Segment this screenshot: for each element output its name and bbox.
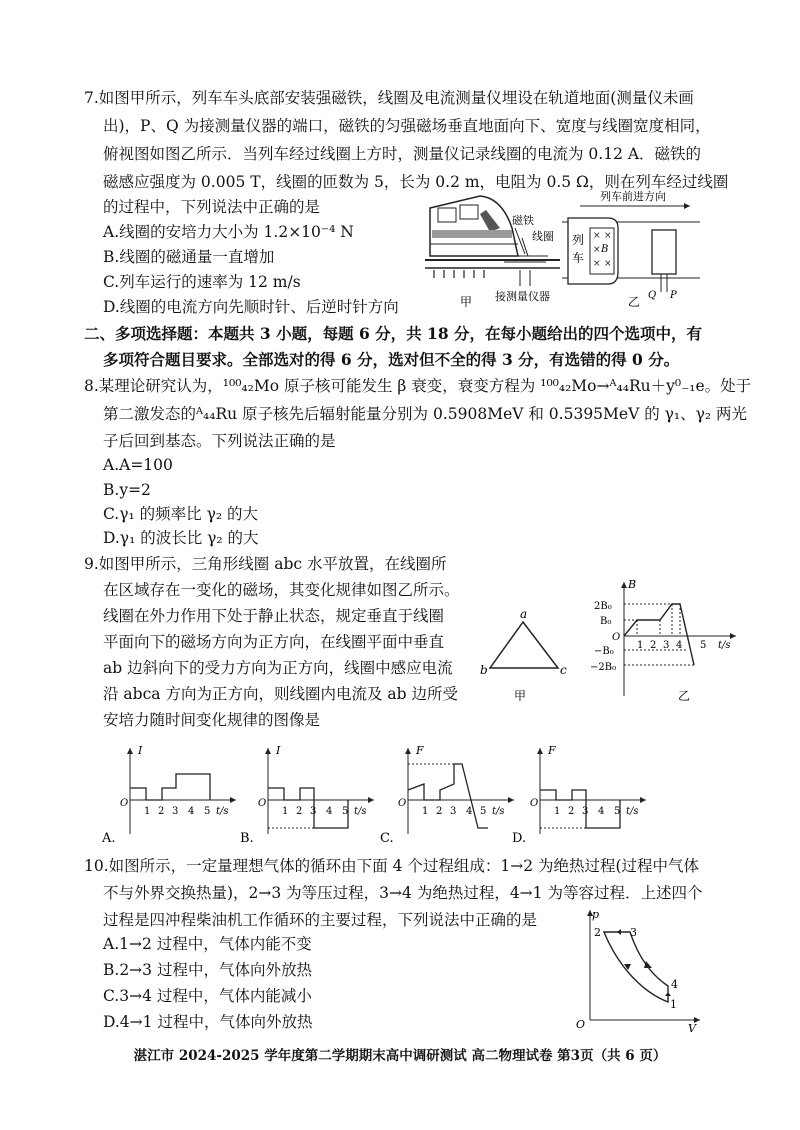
- q10-option-b: B.2→3 过程中，气体向外放热: [103, 961, 312, 979]
- svg-text:×: ×: [604, 259, 612, 269]
- label-meter: 接测量仪器: [495, 290, 550, 303]
- q9-line-1: 9.如图甲所示，三角形线圈 abc 水平放置，在线圈所: [84, 555, 447, 573]
- pv-ylabel: p: [592, 908, 600, 921]
- q9-fig-yi: [590, 578, 740, 708]
- page-footer: 湛江市 2024-2025 学年度第二学期期末高中调研测试 高二物理试卷 第3页（共 6 页）: [133, 1048, 667, 1064]
- vertex-c: c: [560, 663, 567, 677]
- d-ylabel: F: [548, 744, 556, 757]
- yi-caption: 乙: [678, 689, 691, 703]
- svg-text:×: ×: [593, 231, 601, 241]
- label-coil: 线圈: [532, 230, 554, 243]
- q7-line-2: 出)，P、Q 为接测量仪器的端口，磁铁的匀强磁场垂直地面向下、宽度与线圈宽度相同，: [103, 117, 711, 135]
- pv-point-2: 2: [594, 926, 601, 939]
- yi-xlabel: t/s: [718, 640, 731, 651]
- jia-caption: 甲: [514, 689, 527, 703]
- label-yi: 乙: [628, 295, 641, 308]
- c-tick-3: 3: [450, 806, 457, 817]
- q10-line-2: 不与外界交换热量)，2→3 为等压过程，3→4 为绝热过程，4→1 为等容过程．上述四个: [103, 884, 703, 902]
- a-tick-3: 3: [172, 806, 179, 817]
- svg-text:×: ×: [604, 231, 612, 241]
- a-label: A.: [102, 831, 116, 846]
- d-tick-3: 3: [582, 806, 589, 817]
- c-xlabel: t/s: [492, 806, 505, 817]
- yi-xtick-1: 1: [637, 640, 644, 651]
- label-B: B: [601, 244, 609, 255]
- q10-option-c: C.3→4 过程中，气体内能减小: [103, 987, 312, 1005]
- a-ylabel: I: [138, 744, 143, 757]
- q9-answer-c-graph: [378, 742, 518, 846]
- q8-line-2: 第二激发态的ᴬ₄₄Ru 原子核先后辐射能量分别为 0.5908MeV 和 0.5395MeV 的 γ₁、γ₂ 两光: [103, 405, 748, 423]
- yi-ytick-B0: B₀: [600, 616, 612, 627]
- c-ylabel: F: [416, 744, 424, 757]
- q7-option-a: A.线圈的安培力大小为 1.2×10⁻⁴ N: [103, 223, 354, 241]
- pv-point-3: 3: [630, 926, 637, 939]
- label-direction: 列车前进方向: [600, 190, 666, 203]
- yi-ytick-2B0: 2B₀: [594, 601, 612, 612]
- svg-text:×: ×: [593, 245, 601, 255]
- q9-line-7: 安培力随时间变化规律的图像是: [103, 711, 321, 729]
- q8-option-b: B.y=2: [103, 481, 151, 499]
- q7-option-b: B.线圈的磁通量一直增加: [103, 248, 275, 266]
- c-label: C.: [380, 831, 394, 846]
- label-train-1: 列: [572, 233, 585, 247]
- yi-ytick-negB0: −B₀: [594, 646, 614, 657]
- b-tick-1: 1: [282, 806, 289, 817]
- b-tick-5: 5: [342, 806, 349, 817]
- q7-line-5: 的过程中，下列说法中正确的是: [103, 198, 321, 216]
- section2-line-2: 多项符合题目要求。全部选对的得 6 分，选对但不全的得 3 分，有选错的得 0 分。: [103, 350, 680, 369]
- a-origin: O: [120, 798, 129, 809]
- d-tick-4: 4: [598, 806, 605, 817]
- q9-fig-jia: [478, 608, 570, 708]
- train-icon: [430, 196, 518, 256]
- label-magnet: 磁铁: [512, 214, 534, 227]
- c-tick-4: 4: [466, 806, 473, 817]
- q8-line-3: 子后回到基态。下列说法正确的是: [103, 432, 336, 450]
- c-origin: O: [398, 798, 407, 809]
- section2-line-1: 二、多项选择题：本题共 3 小题，每题 6 分，共 18 分，在每小题给出的四个选项中，有: [84, 324, 703, 343]
- q9-line-3: 线圈在外力作用下处于静止状态，规定垂直于线圈: [103, 607, 445, 625]
- pv-point-1: 1: [670, 998, 677, 1011]
- vertex-b: b: [480, 663, 488, 677]
- yi-xtick-4: 4: [676, 640, 683, 651]
- q7-option-d: D.线圈的电流方向先顺时针、后逆时针方向: [103, 298, 399, 316]
- d-tick-2: 2: [568, 806, 575, 817]
- yi-origin: O: [612, 632, 621, 643]
- a-tick-2: 2: [158, 806, 165, 817]
- b-origin: O: [258, 798, 267, 809]
- vertex-a: a: [520, 608, 528, 621]
- pv-point-4: 4: [671, 978, 678, 991]
- yi-ylabel: B: [628, 578, 637, 591]
- q9-line-6: 沿 abca 方向为正方向，则线圈内电流及 ab 边所受: [103, 685, 458, 703]
- svg-text:×: ×: [593, 259, 601, 269]
- yi-xtick-3: 3: [663, 640, 670, 651]
- label-jia: 甲: [460, 295, 473, 308]
- b-tick-2: 2: [296, 806, 303, 817]
- q9-line-2: 在区域存在一变化的磁场，其变化规律如图乙所示。: [103, 581, 460, 599]
- d-tick-5: 5: [614, 806, 621, 817]
- q10-option-a: A.1→2 过程中，气体内能不变: [103, 935, 312, 953]
- yi-ytick-neg2B0: −2B₀: [590, 662, 617, 673]
- q7-line-3: 俯视图如图乙所示．当列车经过线圈上方时，测量仪记录线圈的电流为 0.12 A．磁铁的: [103, 145, 702, 163]
- q9-line-5: ab 边斜向下的受力方向为正方向，线圈中感应电流: [103, 659, 453, 677]
- q8-option-d: D.γ₁ 的波长比 γ₂ 的大: [103, 529, 259, 547]
- q8-option-c: C.γ₁ 的频率比 γ₂ 的大: [103, 505, 258, 523]
- q9-answer-d-graph: [510, 742, 650, 846]
- q9-line-4: 平面向下的磁场方向为正方向，在线圈平面中垂直: [103, 633, 445, 651]
- a-xlabel: t/s: [216, 806, 229, 817]
- q8-line-1: 8.某理论研究认为，¹⁰⁰₄₂Mo 原子核可能发生 β 衰变，衰变方程为 ¹⁰⁰₄₂Mo→ᴬ₄₄Ru＋y⁰₋₁e。处于: [84, 377, 752, 395]
- q7-figure: [420, 188, 705, 308]
- c-tick-1: 1: [422, 806, 429, 817]
- q10-option-d: D.4→1 过程中，气体向外放热: [103, 1013, 313, 1031]
- yi-xtick-2: 2: [650, 640, 657, 651]
- a-tick-1: 1: [144, 806, 151, 817]
- a-tick-5: 5: [204, 806, 211, 817]
- q10-line-1: 10.如图所示，一定量理想气体的循环由下面 4 个过程组成：1→2 为绝热过程(过程中气体: [84, 857, 700, 875]
- d-tick-1: 1: [554, 806, 561, 817]
- d-xlabel: t/s: [626, 806, 639, 817]
- a-tick-4: 4: [188, 806, 195, 817]
- label-Q: Q: [648, 290, 657, 301]
- b-xlabel: t/s: [354, 806, 367, 817]
- q9-answer-b-graph: [238, 742, 378, 846]
- q9-answer-a-graph: [100, 742, 240, 846]
- q7-line-1: 7.如图甲所示，列车车头底部安装强磁铁，线圈及电流测量仪埋设在轨道地面(测量仪未画: [84, 89, 694, 107]
- b-tick-4: 4: [326, 806, 333, 817]
- b-tick-3: 3: [310, 806, 317, 817]
- q10-pv-diagram: [568, 906, 708, 1034]
- q8-option-a: A.A=100: [103, 456, 173, 474]
- q10-line-3: 过程是四冲程柴油机工作循环的主要过程，下列说法中正确的是: [103, 911, 538, 929]
- label-train-2: 车: [572, 251, 585, 265]
- pv-xlabel: V: [688, 1022, 696, 1034]
- pv-origin: O: [576, 1018, 586, 1031]
- b-ylabel: I: [276, 744, 281, 757]
- c-tick-5: 5: [480, 806, 487, 817]
- c-tick-2: 2: [436, 806, 443, 817]
- d-origin: O: [530, 798, 539, 809]
- d-label: D.: [512, 831, 527, 846]
- yi-xtick-5: 5: [700, 640, 707, 651]
- b-label: B.: [240, 831, 254, 846]
- label-P: P: [670, 290, 677, 301]
- q7-option-c: C.列车运行的速率为 12 m/s: [103, 273, 301, 291]
- q7-line-4: 磁感应强度为 0.005 T，线圈的匝数为 5，长为 0.2 m，电阻为 0.5 Ω，则在列车经过线圈: [103, 173, 729, 191]
